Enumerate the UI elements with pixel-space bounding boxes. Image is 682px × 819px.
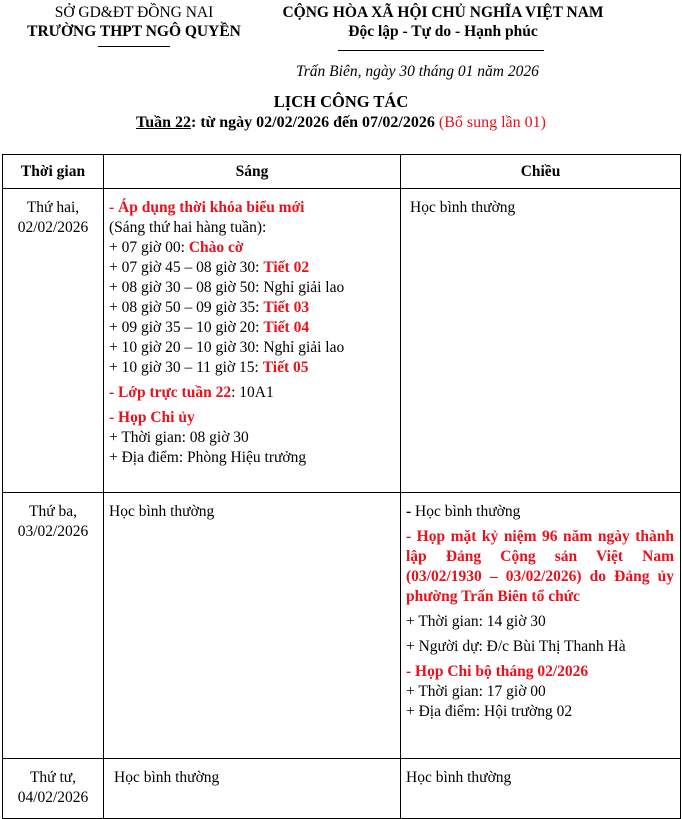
duty-class-label: - Lớp trực tuần 22 xyxy=(109,384,232,401)
table-row-monday xyxy=(3,189,681,493)
slot-label: Chào cờ xyxy=(188,239,244,256)
motto: Độc lập - Tự do - Hạnh phúc xyxy=(348,23,538,40)
new-timetable-note: (Sáng thứ hai hàng tuần): xyxy=(109,219,267,236)
monday-afternoon-text: Học bình thường xyxy=(410,199,516,216)
tuesday-time-cell xyxy=(3,493,104,759)
monday-day: Thứ hai, xyxy=(26,199,80,216)
timetable-slot xyxy=(109,298,394,318)
party-committee-meeting-time: + Thời gian: 08 giờ 30 xyxy=(109,429,249,446)
table-header-row xyxy=(3,155,681,189)
tuesday-morning-cell xyxy=(104,493,401,759)
wednesday-afternoon-cell xyxy=(401,759,681,819)
slot-time: + 08 giờ 30 – 08 giờ 50: xyxy=(109,279,264,296)
table-row-tuesday xyxy=(3,493,681,759)
wednesday-date: 04/02/2026 xyxy=(17,789,89,806)
school-underline xyxy=(98,46,170,47)
tuesday-date: 03/02/2026 xyxy=(17,523,89,540)
timetable-slots xyxy=(109,238,394,378)
school-name: TRƯỜNG THPT NGÔ QUYỀN xyxy=(27,23,241,40)
timetable-slot xyxy=(109,318,394,338)
party-cell-meeting-time: + Thời gian: 17 giờ 00 xyxy=(406,683,546,700)
week-label: Tuần 22 xyxy=(136,114,192,131)
slot-label: Tiết 02 xyxy=(263,259,310,276)
anniversary-event-title: - Họp mặt kỷ niệm 96 năm ngày thành lập Đảng Cộng sản Việt Nam (03/02/1930 – 03/02/2026) do Đảng ủy phường Trấn Biên tổ chức xyxy=(406,528,674,605)
department-name: SỞ GD&ĐT ĐỒNG NAI xyxy=(54,4,214,21)
wednesday-morning-text: Học bình thường xyxy=(114,769,220,786)
slot-time: + 10 giờ 20 – 10 giờ 30: xyxy=(109,339,264,356)
party-committee-meeting-place: + Địa điểm: Phòng Hiệu trưởng xyxy=(109,449,307,466)
party-committee-meeting-title: - Họp Chi ủy xyxy=(109,409,195,426)
header-time: Thời gian xyxy=(3,155,104,189)
anniversary-event-time: + Thời gian: 14 giờ 30 xyxy=(406,613,546,630)
party-cell-meeting-place: + Địa điểm: Hội trường 02 xyxy=(406,703,573,720)
monday-time-cell xyxy=(3,189,104,493)
party-cell-meeting-title: - Họp Chi bộ tháng 02/2026 xyxy=(406,663,589,680)
timetable-slot xyxy=(109,238,394,258)
slot-time: + 10 giờ 30 – 11 giờ 15: xyxy=(109,359,263,376)
week-range: : từ ngày 02/02/2026 đến 07/02/2026 xyxy=(191,114,435,131)
document-title: LỊCH CÔNG TÁC xyxy=(273,92,409,111)
timetable-slot xyxy=(109,358,394,378)
country-name: CỘNG HÒA XÃ HỘI CHỦ NGHĨA VIỆT NAM xyxy=(282,4,604,21)
duty-class-line xyxy=(109,383,394,403)
tuesday-afternoon-normal: Học bình thường xyxy=(415,503,521,520)
table-row-wednesday xyxy=(3,759,681,819)
slot-label: Tiết 03 xyxy=(263,299,310,316)
tuesday-day: Thứ ba, xyxy=(29,503,77,520)
wednesday-time-cell xyxy=(3,759,104,819)
date-line: Trấn Biên, ngày 30 tháng 01 năm 2026 xyxy=(296,63,539,80)
tuesday-afternoon-cell: - Học bình thường - Họp mặt kỷ niệm 96 năm ngày thành lập Đảng Cộng sản Việt Nam (03/02/1930 – 03/02/2026) do Đảng ủy phường Trấn Biên tổ chức + Thời gian: 14 giờ 30 + Người dự: Đ/c Bùi Thị Thanh Hà - Họp Chi bộ tháng 02/2026 + Thời gian: 17 giờ 00 + Địa điểm: Hội trường 02 xyxy=(401,493,681,759)
tuesday-morning-text: Học bình thường xyxy=(109,503,215,520)
timetable-slot xyxy=(109,338,394,358)
header-afternoon: Chiều xyxy=(401,155,681,189)
new-timetable-title: Áp dụng thời khóa biểu mới xyxy=(118,199,305,216)
wednesday-afternoon-text: Học bình thường xyxy=(406,769,512,786)
motto-underline xyxy=(338,50,544,51)
timetable-slot xyxy=(109,278,394,298)
monday-morning-cell: - Áp dụng thời khóa biểu mới (Sáng thứ hai hàng tuần): + 07 giờ 00: Chào cờ + 07 giờ 45 – 08 giờ 30: Tiết 02 + 08 giờ 30 – 08 giờ 50: Nghỉ giải lao + 08 giờ 50 – 09 giờ 35: Tiết 03 + 09 giờ 35 – 10 giờ 20: Tiết 04 + 10 giờ 20 – 10 giờ 30: Nghỉ giải lao + 10 giờ 30 – 11 giờ 15: Tiết 05 - Lớp trực tuần 22: 10A1 - Họp Chi ủy + Thời gian: 08 giờ 30 + Địa điểm: Phòng Hiệu trưởng xyxy=(104,189,401,493)
slot-time: + 09 giờ 35 – 10 giờ 20: xyxy=(109,319,264,336)
timetable-slot xyxy=(109,258,394,278)
slot-time: + 07 giờ 45 – 08 giờ 30: xyxy=(109,259,264,276)
schedule-table xyxy=(2,154,681,819)
supplement-note: (Bổ sung lần 01) xyxy=(438,114,546,131)
week-line xyxy=(0,114,682,132)
slot-time: + 08 giờ 50 – 09 giờ 35: xyxy=(109,299,264,316)
slot-label: Tiết 05 xyxy=(262,359,309,376)
slot-label: Nghỉ giải lao xyxy=(263,279,345,296)
duty-class-value: : 10A1 xyxy=(231,384,274,401)
wednesday-morning-cell xyxy=(104,759,401,819)
wednesday-day: Thứ tư, xyxy=(29,769,77,786)
monday-date: 02/02/2026 xyxy=(17,219,89,236)
anniversary-event-attendee: + Người dự: Đ/c Bùi Thị Thanh Hà xyxy=(406,638,626,655)
slot-time: + 07 giờ 00: xyxy=(109,239,189,256)
header-morning: Sáng xyxy=(104,155,401,189)
slot-label: Nghỉ giải lao xyxy=(263,339,345,356)
monday-afternoon-cell xyxy=(401,189,681,493)
slot-label: Tiết 04 xyxy=(263,319,310,336)
